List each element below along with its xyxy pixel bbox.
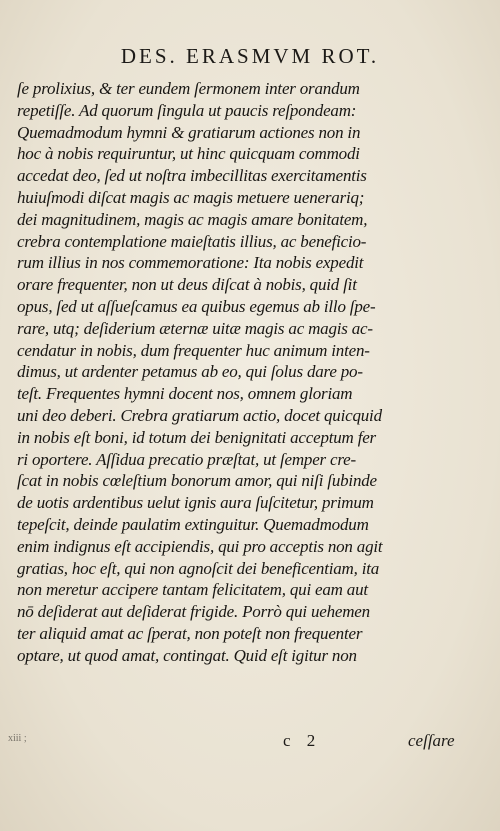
- text-line: gratias, hoc eſt, qui non agnoſcit dei beneficentiam, ita: [17, 558, 380, 578]
- text-line: de uotis ardentibus uelut ignis aura ſuſcitetur, primum: [17, 493, 374, 513]
- text-line: opus, ſed ut aſſueſcamus ea quibus egemus ab illo ſpe-: [17, 296, 376, 316]
- text-line: uni deo deberi. Crebra gratiarum actio, docet quicquid: [17, 405, 382, 425]
- text-line: dimus, ut ardenter petamus ab eo, qui ſolus dare po-: [17, 362, 363, 382]
- body-text: [17, 78, 487, 667]
- text-line: rum illius in nos commemoratione: Ita nobis expedit: [17, 253, 364, 273]
- text-line: in nobis eſt boni, id totum dei benignitati acceptum fer: [17, 427, 376, 447]
- text-line: ri oportere. Aſſidua precatio præſtat, ut ſemper cre-: [17, 449, 356, 469]
- text-line: dei magnitudinem, magis ac magis amare bonitatem,: [17, 209, 368, 229]
- text-line: crebra contemplatione maieſtatis illius, ac beneficio-: [17, 231, 367, 251]
- text-line: hoc à nobis requiruntur, ut hinc quicquam commodi: [17, 144, 360, 164]
- text-line: nō deſiderat aut deſiderat frigide. Porrò qui uehemen: [17, 602, 370, 622]
- text-line: ſcat in nobis cœleſtium bonorum amor, qui niſi ſubinde: [17, 471, 377, 491]
- folio-number: xiii ;: [8, 733, 27, 744]
- text-line: enim indignus eſt accipiendis, qui pro acceptis non agit: [17, 536, 383, 556]
- text-line: huiuſmodi diſcat magis ac magis metuere uenerariq;: [17, 187, 365, 207]
- text-line: ter aliquid amat ac ſperat, non poteſt non frequenter: [17, 623, 363, 643]
- text-line: teſt. Frequentes hymni docent nos, omnem gloriam: [17, 384, 353, 404]
- text-line: repetiſſe. Ad quorum ſingula ut paucis reſpondeam:: [17, 100, 357, 120]
- signature-mark: c 2: [283, 731, 322, 750]
- text-line: Quemadmodum hymni & gratiarum actiones non in: [17, 122, 361, 142]
- text-line: cendatur in nobis, dum frequenter huc animum inten-: [17, 340, 370, 360]
- text-line: optare, ut quod amat, contingat. Quid eſt igitur non: [17, 645, 357, 665]
- catchword: ceſſare: [408, 731, 455, 750]
- text-line: non meretur accipere tantam felicitatem, qui eam aut: [17, 580, 368, 600]
- text-line: orare frequenter, non ut deus diſcat à nobis, quid ſit: [17, 275, 357, 295]
- text-line: accedat deo, ſed ut noſtra imbecillitas exercitamentis: [17, 166, 367, 186]
- running-head: DES. ERASMVM ROT.: [120, 44, 380, 68]
- page-footer: [0, 733, 500, 757]
- text-line: ſe prolixius, & ter eundem ſermonem inter orandum: [17, 79, 360, 98]
- text-line: rare, utq; deſiderium æternæ uitæ magis ac magis ac-: [17, 318, 373, 338]
- text-line: tepeſcit, deinde paulatim extinguitur. Quemadmodum: [17, 514, 369, 534]
